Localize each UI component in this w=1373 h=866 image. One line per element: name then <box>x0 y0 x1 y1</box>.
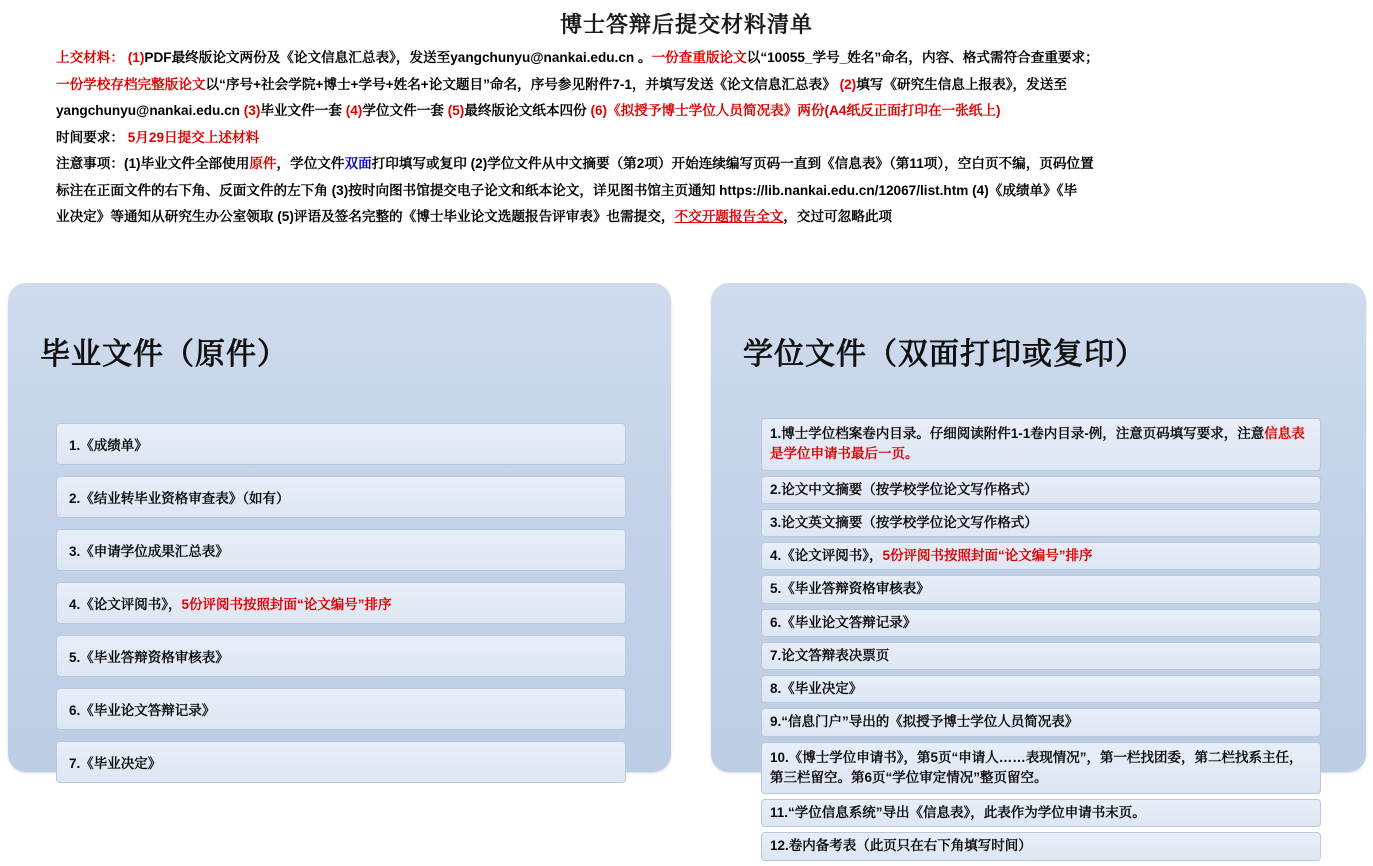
note-line-1 <box>56 45 1317 72</box>
graduation-files-panel <box>8 283 671 772</box>
degree-file-item-label: 8.《毕业决定》 <box>770 681 863 696</box>
note-line-attention-3 <box>56 204 1317 231</box>
attention-1b: 原件 <box>249 156 277 171</box>
time-label: 时间要求： <box>56 129 124 145</box>
degree-file-item <box>761 476 1321 504</box>
page-title: 博士答辩后提交材料清单 <box>559 12 813 37</box>
item-num-3: (3) <box>243 103 261 118</box>
attention-2b: 标注在正面文件的右下角、反面文件的左下角 <box>56 182 328 198</box>
note-line-1-text-a: PDF最终版论文两份及《论文信息汇总表》，发送至yangchunyu@nankai.edu.cn 。 <box>144 50 652 65</box>
graduation-file-item-label: 2.《结业转毕业资格审查表》（如有） <box>69 491 290 506</box>
note-line-3-text-c: 学位文件一套 <box>362 103 444 118</box>
note-line-3-text-d: 最终版论文纸本四份 <box>464 103 587 118</box>
degree-file-item <box>761 575 1321 603</box>
attention-3: (3)按时向图书馆提交电子论文和纸本论文，详见图书馆主页通知 https://lib.nankai.edu.cn/12067/list.htm <box>331 182 969 198</box>
degree-file-item-note: 5份评阅书按照封面“论文编号”排序 <box>882 548 1093 563</box>
degree-file-item <box>761 642 1321 670</box>
attention-label: 注意事项： <box>56 156 124 171</box>
degree-file-item <box>761 675 1321 703</box>
item-num-6: (6) <box>590 103 608 118</box>
attention-5b: 不交开题报告全文 <box>674 209 784 224</box>
degree-file-item <box>761 742 1321 795</box>
note-line-attention-1 <box>56 151 1317 178</box>
note-line-3-text-e: 《拟授予博士学位人员简况表》两份(A4纸反正面打印在一张纸上) <box>607 103 1001 118</box>
note-line-3 <box>56 98 1317 125</box>
note-line-time <box>56 125 1317 152</box>
note-line-2-text-c: 填写《研究生信息上报表》，发送至 <box>856 76 1067 92</box>
degree-file-item-label: 5.《毕业答辩资格审核表》 <box>770 581 930 597</box>
item-num-4: (4) <box>345 103 363 118</box>
degree-file-item <box>761 509 1321 537</box>
attention-1c: ，学位文件 <box>276 156 345 171</box>
graduation-files-list <box>56 423 626 794</box>
attention-1d: 双面 <box>344 156 372 171</box>
panels-container <box>0 283 1373 854</box>
graduation-file-item-label: 7.《毕业决定》 <box>69 756 162 771</box>
note-line-2-text-a: 一份学校存档完整版论文 <box>56 76 206 92</box>
graduation-file-item <box>56 741 626 783</box>
degree-files-panel <box>711 283 1366 854</box>
degree-file-item <box>761 542 1321 570</box>
attention-1e: 打印填写或复印 <box>371 156 467 171</box>
degree-file-item-label: 3.论文英文摘要（按学校学位论文写作格式） <box>770 514 1038 530</box>
graduation-file-item-label: 3.《申请学位成果汇总表》 <box>69 544 229 559</box>
note-line-3-text-b: 毕业文件一套 <box>260 103 342 118</box>
note-line-1-text-c: 以“10055_学号_姓名”命名，内容、格式需符合查重要求； <box>746 50 1099 65</box>
graduation-file-item-label: 4.《论文评阅书》， <box>69 597 182 612</box>
graduation-file-item <box>56 635 626 677</box>
graduation-file-item <box>56 476 626 518</box>
item-num-2: (2) <box>839 76 857 92</box>
time-value: 5月29日提交上述材料 <box>127 129 260 145</box>
note-line-2 <box>56 72 1317 99</box>
graduation-file-item-label: 5.《毕业答辩资格审核表》 <box>69 650 229 665</box>
graduation-file-item <box>56 423 626 465</box>
graduation-file-item <box>56 529 626 571</box>
degree-file-item-label: 12.卷内备考表（此页只在右下角填写时间） <box>770 838 1032 854</box>
graduation-file-item <box>56 582 626 624</box>
note-line-attention-2 <box>56 178 1317 205</box>
attention-2: (2)学位文件从中文摘要（第2项）开始连续编写页码一直到《信息表》（第11项），空白页不编，页码位置 <box>470 156 1094 171</box>
item-num-1: (1) <box>127 50 145 65</box>
degree-file-item-label: 10.《博士学位申请书》，第5页“申请人……表现情况”，第一栏找团委，第二栏找系主任，第三栏留空。第6页“学位审定情况”整页留空。 <box>770 749 1303 785</box>
degree-files-heading: 学位文件（双面打印或复印） <box>743 338 1146 371</box>
attention-4b: 业决定》等通知从研究生办公室领取 <box>56 209 274 224</box>
attention-4: (4)《成绩单》《毕 <box>972 182 1078 198</box>
attention-1a: (1)毕业文件全部使用 <box>123 156 250 171</box>
degree-file-item-note: 信息表是学位申请书最后一页。 <box>770 426 1305 462</box>
notes-section <box>0 39 1373 231</box>
note-line-2-text-b: 以“序号+社会学院+博士+学号+姓名+论文题目”命名，序号参见附件7-1，并填写发送《论文信息汇总表》 <box>205 76 836 92</box>
graduation-file-item <box>56 688 626 730</box>
degree-file-item-label: 7.论文答辩表决票页 <box>770 647 890 663</box>
graduation-files-heading: 毕业文件（原件） <box>40 338 288 371</box>
attention-5: (5)评语及签名完整的《博士毕业论文选题报告评审表》也需提交， <box>277 209 675 224</box>
degree-file-item <box>761 708 1321 736</box>
graduation-file-item-label: 6.《毕业论文答辩记录》 <box>69 703 216 718</box>
degree-file-item <box>761 418 1321 471</box>
degree-file-item <box>761 799 1321 827</box>
degree-file-item <box>761 832 1321 860</box>
attention-5c: ，交过可忽略此项 <box>783 209 893 224</box>
degree-file-item-label: 6.《毕业论文答辩记录》 <box>770 614 917 630</box>
graduation-file-item-label: 1.《成绩单》 <box>69 438 148 453</box>
item-num-5: (5) <box>447 103 465 118</box>
degree-file-item-label: 1.博士学位档案卷内目录。仔细阅读附件1-1卷内目录-例，注意页码填写要求，注意 <box>770 426 1265 441</box>
graduation-file-item-note: 5份评阅书按照封面“论文编号”排序 <box>181 597 392 612</box>
submit-label: 上交材料： <box>56 50 124 65</box>
note-line-1-text-b: 一份查重版论文 <box>651 50 747 65</box>
degree-file-item-label: 11.“学位信息系统”导出《信息表》，此表作为学位申请书末页。 <box>770 805 1146 820</box>
degree-file-item-label: 9.“信息门户”导出的《拟授予博士学位人员简况表》 <box>770 714 1079 730</box>
degree-file-item <box>761 609 1321 637</box>
note-line-3-text-a: yangchunyu@nankai.edu.cn <box>56 103 240 118</box>
degree-file-item-label: 2.论文中文摘要（按学校学位论文写作格式） <box>770 481 1038 497</box>
degree-file-item-label: 4.《论文评阅书》， <box>770 548 883 563</box>
degree-files-list <box>761 418 1321 866</box>
